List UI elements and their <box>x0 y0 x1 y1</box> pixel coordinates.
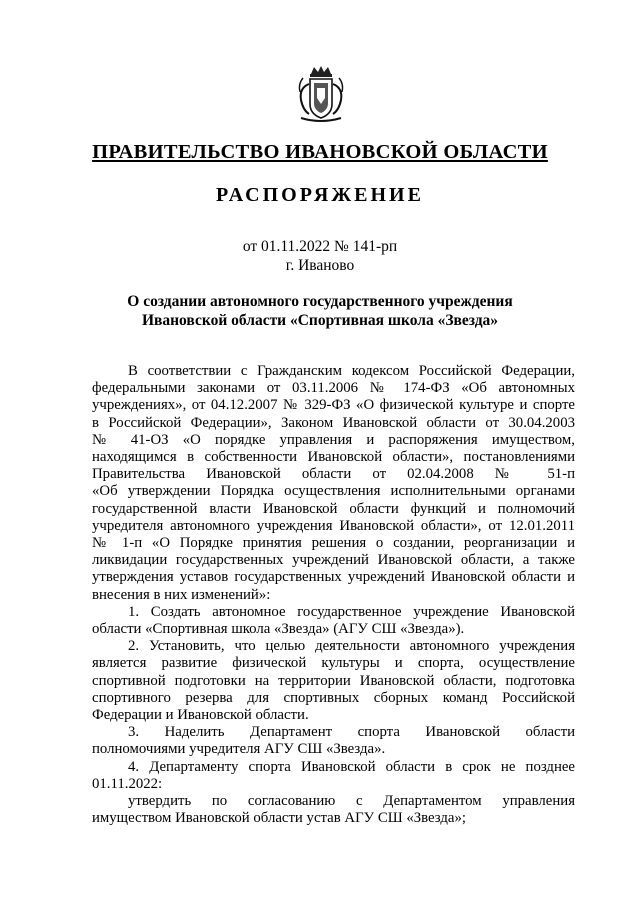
document-title-line-2: Ивановской области «Спортивная школа «Звезда» <box>141 312 499 329</box>
item-1-line: 1. Создать автономное государственное учреждение Ивановской <box>128 603 575 620</box>
item-4-line: 4. Департаменту спорта Ивановской области в срок не позднее <box>128 758 575 775</box>
preamble-line: учреждениях», от 04.12.2007 № 329-ФЗ «О физической культуре и спорте <box>92 397 575 414</box>
document-city: г. Иваново <box>285 257 355 274</box>
item-3-line: 3. Наделить Департамент спорта Ивановской области <box>128 724 575 741</box>
preamble-line: федеральными законами от 03.11.2006 № 174-ФЗ «Об автономных <box>92 380 575 397</box>
item-2-line: Федерации и Ивановской области. <box>92 707 309 724</box>
preamble-line: внесения в них изменений»: <box>92 586 271 603</box>
organization-name: ПРАВИТЕЛЬСТВО ИВАНОВСКОЙ ОБЛАСТИ <box>92 141 548 163</box>
preamble-line: № 41-ОЗ «О порядке управления и распоряжения имуществом, <box>92 431 575 448</box>
item-1-line: области «Спортивная школа «Звезда» (АГУ СШ «Звезда»). <box>92 621 465 638</box>
item-2-line: 2. Установить, что целью деятельности автономного учреждения <box>128 638 575 655</box>
preamble-line: В соответствии с Гражданским кодексом Российской Федерации, <box>128 363 575 379</box>
preamble-line: ликвидации государственных учреждений Ивановской области, а также <box>92 552 575 569</box>
document-number-date: от 01.11.2022 № 141-рп <box>242 238 398 255</box>
item-4-sub-line: имуществом Ивановской области устав АГУ СШ «Звезда»; <box>92 810 466 827</box>
preamble-line: Правительства Ивановской области от 02.04.2008 № 51-п <box>92 466 575 483</box>
item-4-line: 01.11.2022: <box>92 775 163 792</box>
preamble-line: № 1-п «О Порядке принятия решения о создании, реорганизации и <box>92 535 575 552</box>
document-title-line-1: О создании автономного государственного учреждения <box>127 293 513 310</box>
item-4-sub-line: утвердить по согласованию с Департаментом управления <box>128 793 575 810</box>
item-3-line: полномочиями учредителя АГУ СШ «Звезда». <box>92 741 386 758</box>
preamble-line: в Российской Федерации», Законом Ивановской области от 30.04.2003 <box>92 414 575 431</box>
item-2-line: является развитие физической культуры и спорта, осуществление <box>92 655 575 672</box>
document-body <box>92 363 575 827</box>
preamble-line: учредителя автономного учреждения Ивановской области», от 12.01.2011 <box>92 517 575 534</box>
preamble-line: утверждения уставов государственных учреждений Ивановской области и <box>92 569 575 586</box>
coat-of-arms-icon <box>295 64 347 124</box>
preamble-line: государственной власти Ивановской области функций и полномочий <box>92 500 575 517</box>
item-2-line: спортивной подготовки на территории Ивановской области, подготовка <box>92 672 575 689</box>
item-2-line: спортивного резерва для спортивных сборных команд Российской <box>92 689 575 706</box>
document-type: РАСПОРЯЖЕНИЕ <box>216 184 424 206</box>
preamble-line: «Об утверждении Порядка осуществления исполнительными органами <box>92 483 575 500</box>
preamble-line: находящимся в собственности Ивановской области», постановлениями <box>92 449 575 466</box>
